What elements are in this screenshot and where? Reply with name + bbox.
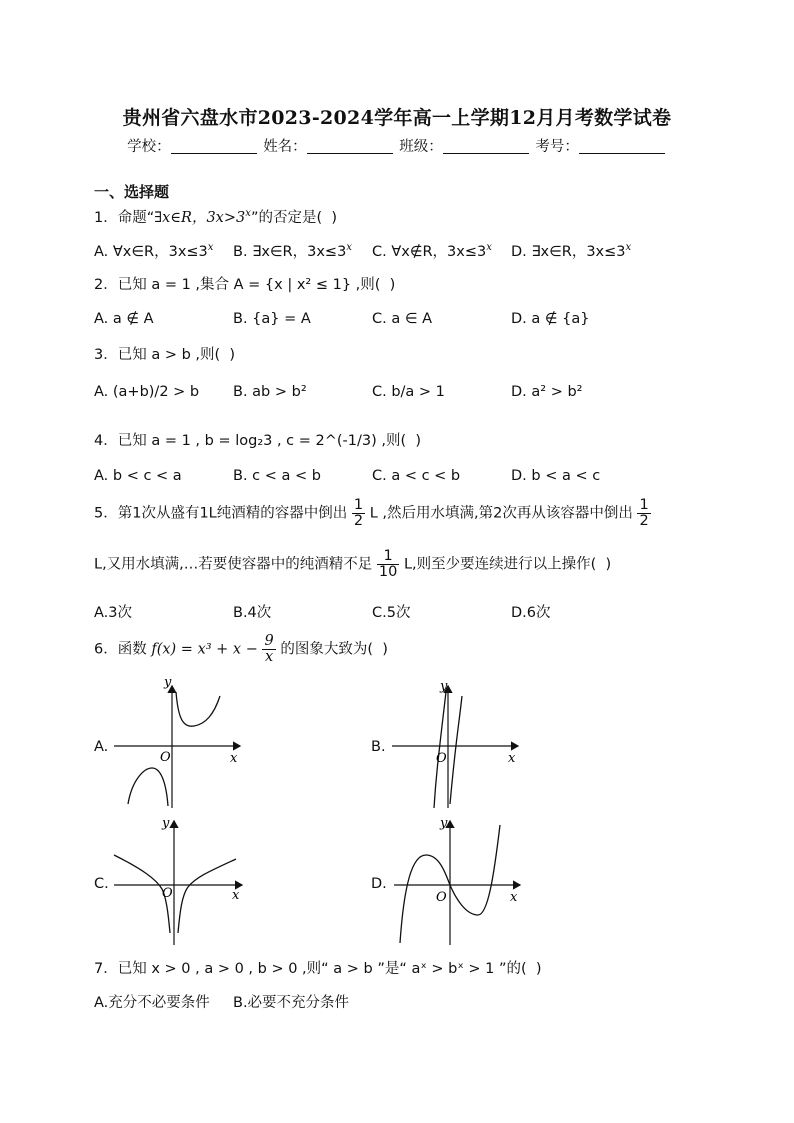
q7-option-b: B.必要不充分条件 [233,995,350,1011]
q6-graph-a [110,676,250,812]
q6-stem [94,634,388,665]
q6-fraction-den: x [265,649,274,666]
graph-a-y-label: y [164,676,172,690]
q6-stem-end: 的图象大致为( ) [280,641,388,658]
q2-option-b: B. {a} = A [233,311,311,327]
exam-no-blank [579,138,665,154]
student-info-line [0,135,794,156]
graph-b-origin: O [436,751,447,766]
graph-d-origin: O [436,890,447,905]
q6-option-a-label: A. [94,739,109,755]
q4-option-c: C. a < c < b [372,468,461,484]
q5-fraction-half-2-den: 2 [639,513,649,530]
q1-option-c-text: C. ∀x∉R，3x≤3 [372,244,487,260]
q5-fraction-half-den: 2 [353,513,364,530]
q4-option-b: B. c < a < b [233,468,321,484]
q1-option-d-text: D. ∃x∈R，3x≤3 [511,244,626,260]
q1-exponent: x [245,208,251,220]
graph-c-x-label: x [232,888,240,903]
q6-fraction [262,634,275,665]
class-label: 班级： [399,139,443,155]
section-heading: 一、选择题 [94,183,170,201]
q2-option-a: A. a ∉ A [94,311,154,327]
q5-line2-start: L,又用水填满,…若要使容器中的纯酒精不足 [94,556,373,573]
q7-option-a: A.充分不必要条件 [94,995,210,1011]
q3-option-d: D. a² > b² [511,384,583,400]
school-blank [171,138,257,154]
q4-option-a: A. b < c < a [94,468,182,484]
q5-fraction-half-2-num: 1 [639,497,649,513]
graph-a-x-label: x [230,751,238,766]
q5-option-b: B.4次 [233,605,272,621]
exam-no-label: 考号： [535,139,579,155]
q6-graph-c [112,815,252,949]
q5-fraction-tenth-den: 10 [378,564,398,581]
graph-a-curve-left [128,768,168,806]
q5-line2-end: L,则至少要连续进行以上操作( ) [403,556,612,573]
q5-option-a: A.3次 [94,605,132,621]
q2-option-d: D. a ∉ {a} [511,311,590,327]
q5-option-c: C.5次 [372,605,411,621]
graph-a-origin: O [160,750,171,765]
q5-fraction-tenth-num: 1 [377,549,399,565]
q2-option-c: C. a ∈ A [372,311,432,327]
q1-option-b [233,240,352,261]
q1-option-c [372,240,492,261]
graph-c-y-label: y [162,816,170,831]
q1-option-a-text: A. ∀x∈R，3x≤3 [94,244,208,260]
q4-stem: 4．已知 a = 1 , b = log₂3 , c = 2^(-1/3) ,则( ) [94,433,422,449]
q1-option-b-text: B. ∃x∈R，3x≤3 [233,244,347,260]
q6-graph-b [388,676,528,812]
q1-option-c-exp: x [486,242,492,254]
q5-line1-start: 5．第1次从盛有1L纯酒精的容器中倒出 [94,505,348,522]
q6-option-c-label: C. [94,876,109,892]
q4-option-d: D. b < a < c [511,468,601,484]
q5-fraction-half-num: 1 [353,497,364,513]
class-blank [443,138,529,154]
q6-option-b-label: B. [371,739,386,755]
q5-line1-end: L ,然后用水填满,第2次再从该容器中倒出 [369,505,633,522]
q3-option-b: B. ab > b² [233,384,307,400]
q5-fraction-half-2 [637,498,650,529]
q7-stem: 7．已知 x > 0 , a > 0 , b > 0 ,则“ a > b ”是“ aˣ > bˣ > 1 ”的( ) [94,961,542,977]
q6-function: f(x) = x³ + x − [151,641,258,658]
q1-proposition: ∃x∈R，3x>3 [154,210,246,226]
q1-option-d-exp: x [625,242,632,254]
graph-c-curve-right [178,859,236,933]
graph-b-curve-right [450,696,462,804]
q6-option-d-label: D. [371,876,387,892]
q1-stem-prefix: 1．命题“ [94,210,155,226]
q5-fraction-tenth [377,549,399,580]
school-label: 学校： [127,139,171,155]
page-title: 贵州省六盘水市2023-2024学年高一上学期12月月考数学试卷 [122,107,672,129]
name-label: 姓名： [263,139,307,155]
graph-b-curve-left [434,692,446,808]
name-blank [307,138,393,154]
graph-c-origin: O [162,886,173,901]
q6-fraction-num: 9 [264,633,274,649]
q5-line1 [94,498,651,529]
graph-a-curve-right [176,692,220,726]
graph-d-y-label: y [440,816,448,831]
q3-option-a: A. (a+b)/2 > b [94,384,200,400]
q3-option-c: C. b/a > 1 [372,384,445,400]
q1-option-a-exp: x [207,242,214,254]
q5-fraction-half [352,498,365,529]
q1-option-d [511,240,631,261]
graph-b-y-label: y [440,679,448,694]
q1-stem-suffix: ”的否定是( ) [250,210,337,226]
q1-stem [94,206,337,227]
graph-b-x-label: x [508,751,516,766]
q1-option-b-exp: x [346,242,353,254]
q6-stem-start: 6．函数 [94,641,147,658]
graph-d-x-label: x [510,890,518,905]
q3-stem: 3．已知 a > b ,则( ) [94,347,236,363]
q5-line2 [94,549,611,580]
q1-option-a [94,240,214,261]
q6-graph-d [390,815,530,949]
q5-option-d: D.6次 [511,605,551,621]
q2-stem: 2．已知 a = 1 ,集合 A = {x | x² ≤ 1} ,则( ) [94,277,396,293]
